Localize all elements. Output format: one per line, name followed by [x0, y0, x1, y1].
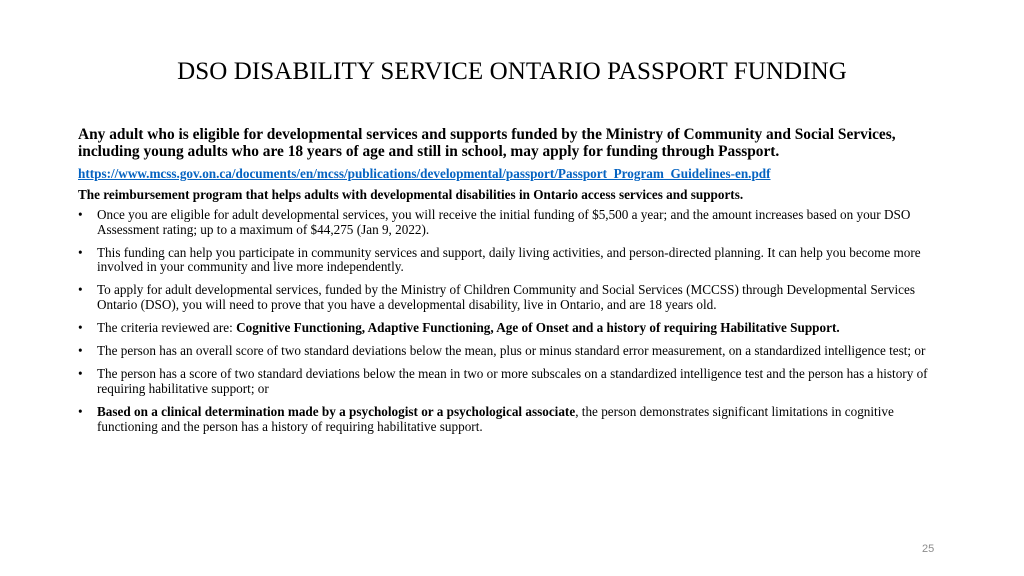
intro-paragraph: Any adult who is eligible for developmental services and supports funded by the Ministry of Community and Social Services, including young adults who are 18 years of age and still in school, may apply for funding through Passport.: [78, 126, 896, 160]
bullet-icon: •: [78, 320, 83, 336]
bullet-icon: •: [78, 366, 83, 382]
bullet-icon: •: [78, 207, 83, 222]
bullet-item-participation: [78, 246, 953, 275]
bullet-icon: •: [78, 403, 83, 419]
bullet-item-funding: [78, 208, 953, 237]
bullet-text-rest: , the person demonstrates significant limitations in cognitive functioning and the person has a history of requiring habilitative support.: [97, 403, 894, 434]
bullet-item-clinical: [78, 405, 953, 434]
slide-content: [78, 126, 953, 443]
bullet-text-prefix: The criteria reviewed are:: [97, 320, 237, 336]
bullet-item-apply: [78, 283, 953, 312]
slide-title: DSO DISABILITY SERVICE ONTARIO PASSPORT FUNDING: [177, 58, 847, 85]
bullet-item-criteria: [78, 321, 953, 336]
bullet-icon: •: [78, 343, 83, 359]
bullet-text: The person has an overall score of two standard deviations below the mean, plus or minus standard error measurement, on a standardized intelligence test; or: [97, 343, 926, 359]
bullet-text-bold: Based on a clinical determination made by a psychologist or a psychological associate: [97, 403, 576, 419]
page-number: 25: [922, 543, 935, 555]
bullet-list: [78, 208, 953, 434]
bullet-icon: •: [78, 244, 83, 260]
passport-guidelines-link[interactable]: https://www.mcss.gov.on.ca/documents/en/mcss/publications/developmental/passport/Passport_Program_Guidelines-en.pdf: [78, 166, 771, 181]
bullet-text: The person has a score of two standard deviations below the mean in two or more subscales on a standardized intelligence test and the person has a history of requiring habilitative support; or: [97, 366, 928, 396]
bullet-item-subscales: [78, 367, 953, 396]
bullet-text: To apply for adult developmental services, funded by the Ministry of Children Community and Social Services (MCCSS) through Developmental Services Ontario (DSO), you will need to prove that you have a developmental disability, live in Ontario, and are 18 years old.: [97, 282, 916, 312]
bullet-item-overall-score: [78, 344, 953, 359]
bullet-icon: •: [78, 282, 83, 298]
bullet-text: Once you are eligible for adult developmental services, you will receive the initial funding of $5,500 a year; and the amount increases based on your DSO Assessment rating; up to a maximum of $44,275 (Jan 9, 2022).: [97, 207, 911, 237]
bullet-text: This funding can help you participate in community services and support, daily living activities, and person-directed planning. It can help you become more involved in your community and live more independently.: [97, 244, 921, 275]
reimbursement-subheading: The reimbursement program that helps adults with developmental disabilities in Ontario access services and supports.: [78, 187, 744, 202]
bullet-text-bold: Cognitive Functioning, Adaptive Functioning, Age of Onset and a history of requiring Habilitative Support.: [236, 320, 840, 336]
